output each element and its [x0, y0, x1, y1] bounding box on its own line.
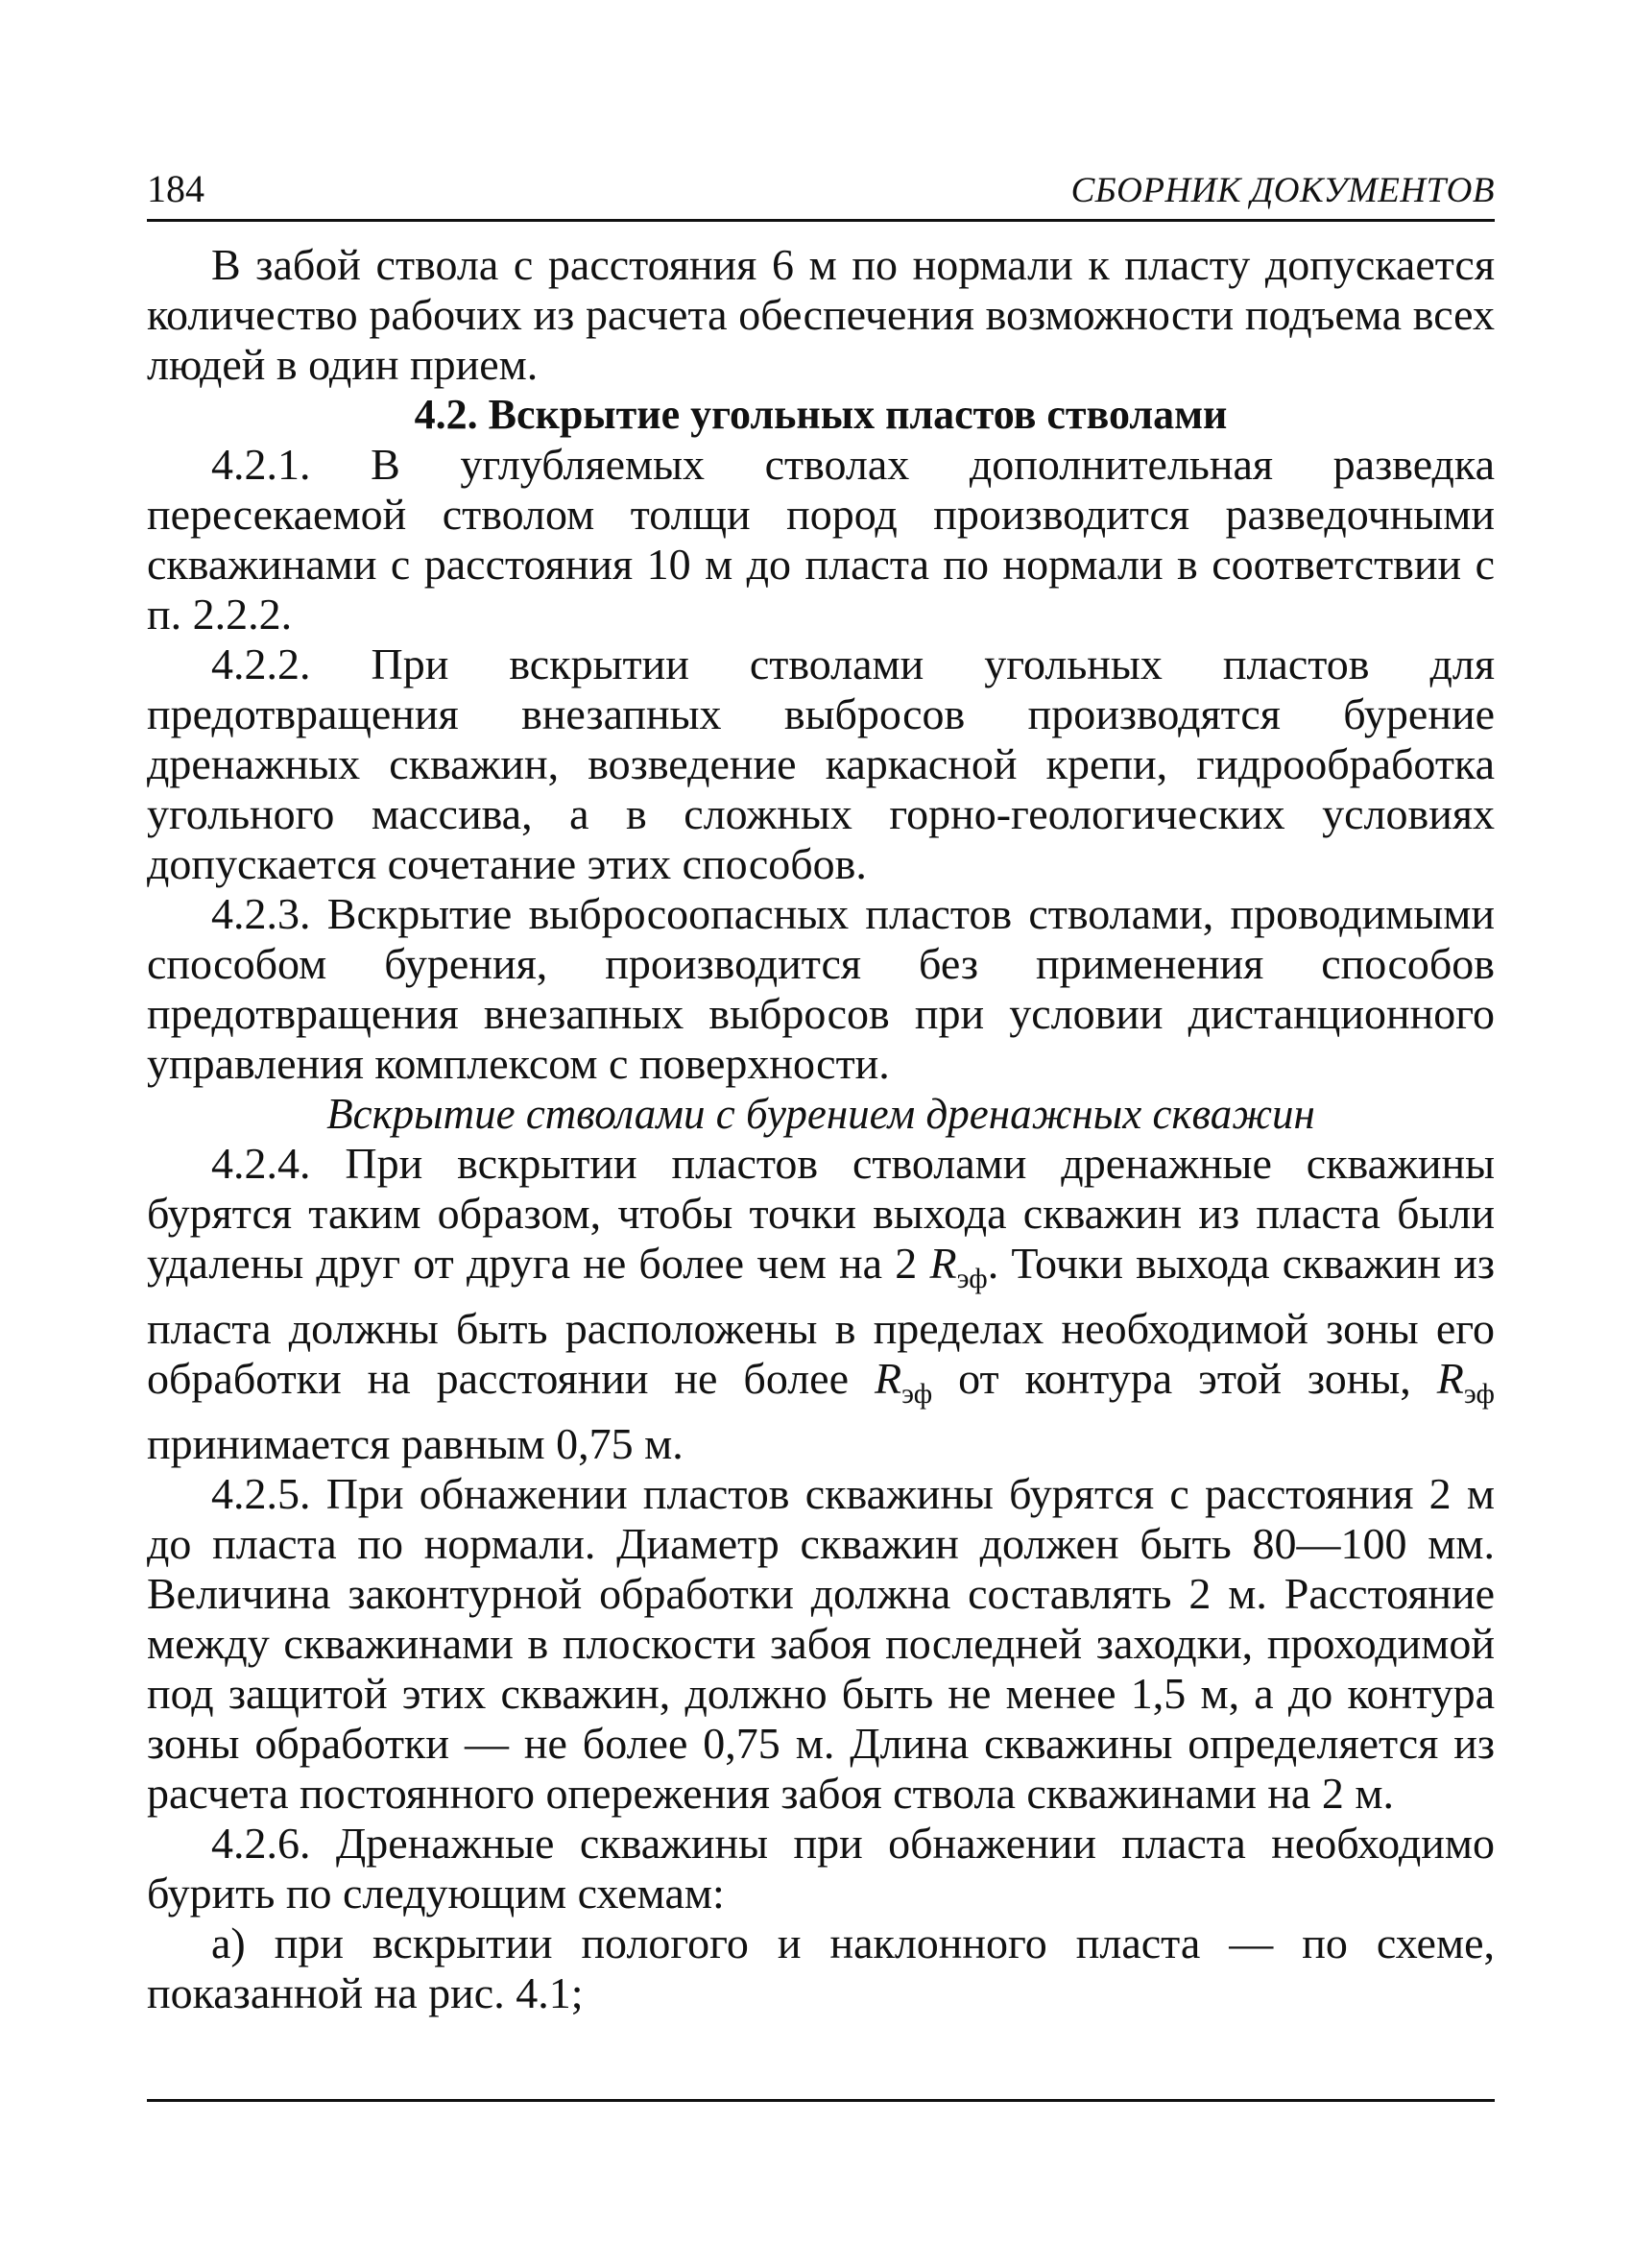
- section-title: 4.2. Вскрытие угольных пластов стволами: [414, 391, 1228, 438]
- list-item-a: а) при вскрытии пологого и наклонного пласта — по схеме, показанной на рис. 4.1;: [147, 1918, 1495, 2018]
- paragraph-4-2-2: 4.2.2. При вскрытии стволами угольных пластов для предотвращения внезапных выбросов производятся бурение дренажных скважин, возведение каркасной крепи, гидрообработка угольного массива, а в сложных горно-геологических условиях допускается сочетание этих способов.: [147, 639, 1495, 888]
- text-segment: . Точки выхода скважин из пласта должны быть расположены в пределах необходимой зоны его обработки на расстоянии не более: [147, 1239, 1495, 1404]
- paragraph-4-2-4: [147, 1139, 1495, 1469]
- page-header: [147, 169, 1495, 222]
- text-segment: принимается равным 0,75 м.: [147, 1419, 684, 1469]
- text-segment: от контура этой зоны,: [932, 1354, 1437, 1404]
- text-segment: 4.2.4. При вскрытии пластов стволами дренажные скважины бурятся таким образом, чтобы точки выхода скважин из пласта были удалены друг от друга не более чем на 2: [147, 1139, 1495, 1288]
- paragraph-4-2-1: 4.2.1. В углубляемых стволах дополнительная разведка пересекаемой стволом толщи пород производится разведочными скважинами с расстояния 10 м до пласта по нормали в соответствии с п. 2.2.2.: [147, 440, 1495, 639]
- r-eff-symbol: $R_{эф}$: [1436, 1354, 1495, 1411]
- footer-divider: [147, 2099, 1495, 2102]
- r-eff-symbol: $R_{эф}$: [929, 1239, 988, 1295]
- subsection-title: Вскрытие стволами с бурением дренажных скважин: [326, 1090, 1315, 1138]
- r-eff-symbol: $R_{эф}$: [874, 1354, 933, 1411]
- intro-paragraph: В забой ствола с расстояния 6 м по нормали к пласту допускается количество рабочих из расчета обеспечения возможности подъема всех людей в один прием.: [147, 240, 1495, 389]
- body-text: [147, 240, 1495, 2018]
- running-title: СБОРНИК ДОКУМЕНТОВ: [1070, 171, 1495, 210]
- page-number: 184: [147, 167, 204, 210]
- paragraph-4-2-3: 4.2.3. Вскрытие выбросоопасных пластов стволами, проводимыми способом бурения, производится без применения способов предотвращения внезапных выбросов при условии дистанционного управления комплексом с поверхности.: [147, 889, 1495, 1088]
- paragraph-4-2-5: 4.2.5. При обнажении пластов скважины бурятся с расстояния 2 м до пласта по нормали. Диаметр скважин должен быть 80—100 мм. Величина законтурной обработки должна составлять 2 м. Расстояние между скважинами в плоскости забоя последней заходки, проходимой под защитой этих скважин, должно быть не менее 1,5 м, а до контура зоны обработки — не более 0,75 м. Длина скважины определяется из расчета постоянного опережения забоя ствола скважинами на 2 м.: [147, 1469, 1495, 1819]
- paragraph-4-2-6: 4.2.6. Дренажные скважины при обнажении пласта необходимо бурить по следующим схемам:: [147, 1819, 1495, 1918]
